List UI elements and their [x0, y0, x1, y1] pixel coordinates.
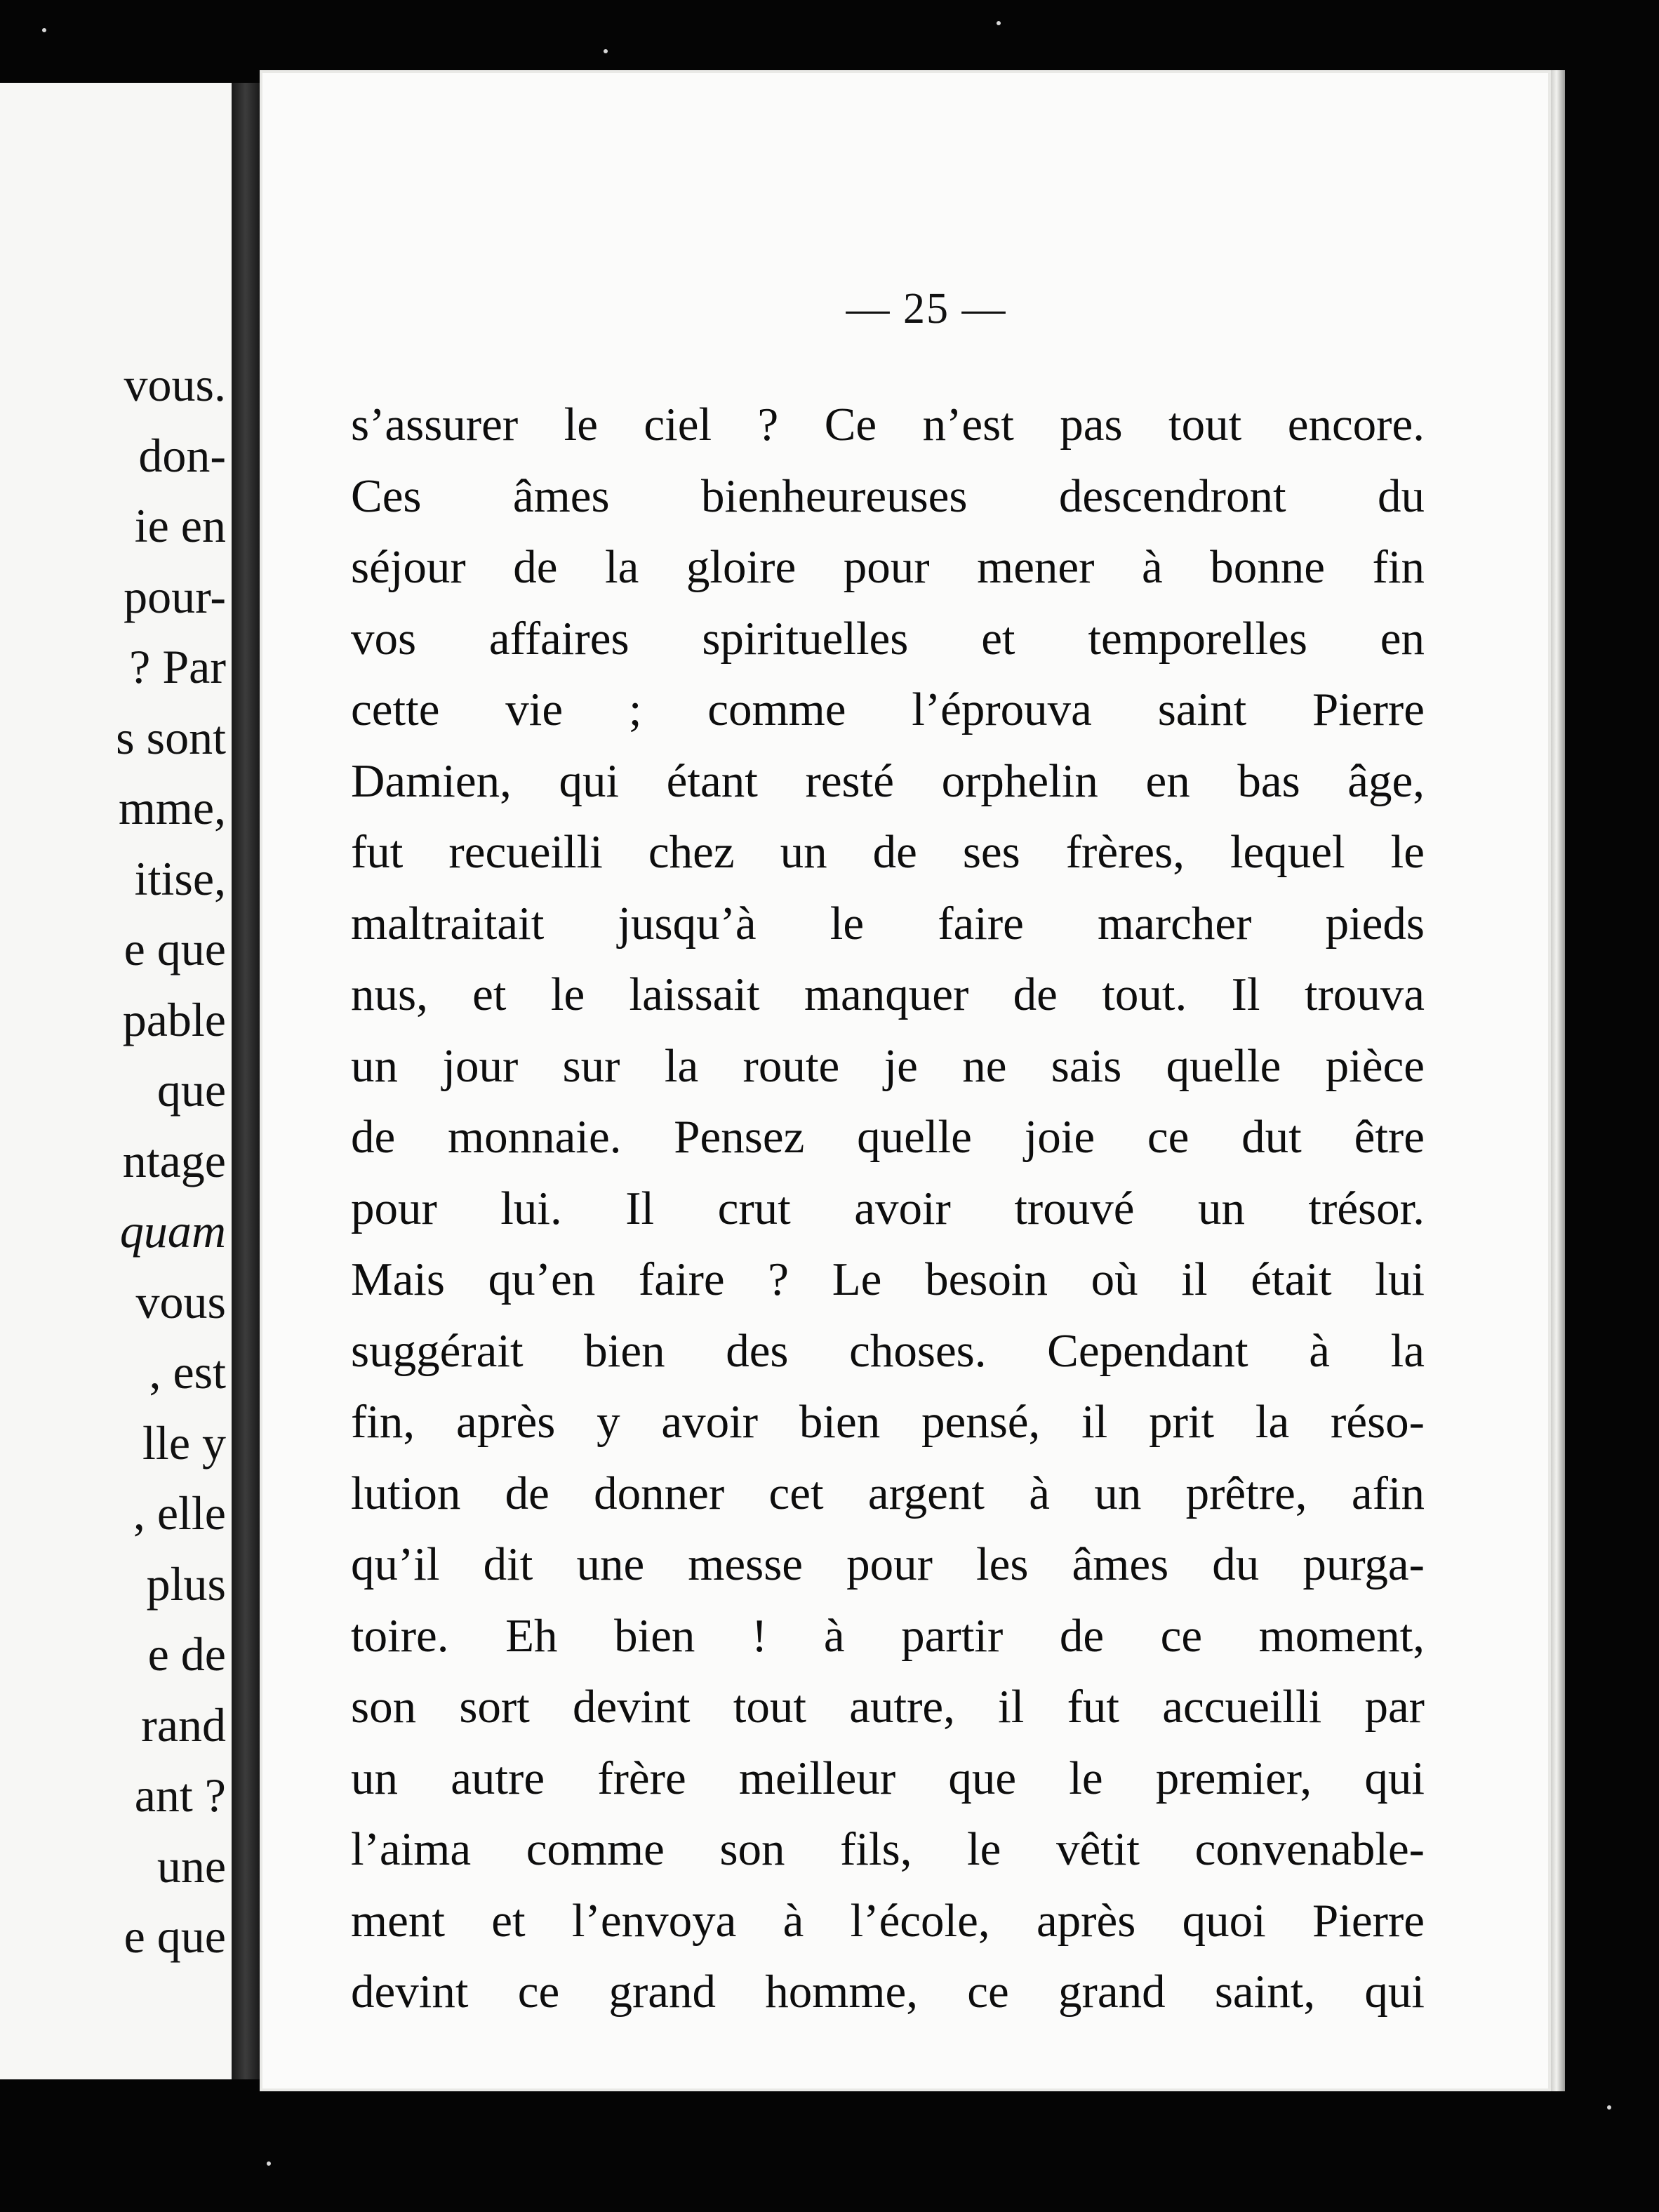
left-page-text — [116, 349, 226, 1972]
left-page-line: plus — [146, 1557, 226, 1611]
left-page-line: pable — [122, 992, 226, 1046]
left-page-line: rand — [141, 1698, 226, 1752]
left-page-line: ant ? — [134, 1768, 226, 1822]
text-line: fin, après y avoir bien pensé, il prit la réso- — [351, 1396, 1425, 1448]
text-line: son sort devint tout autre, il fut accueilli par — [351, 1681, 1425, 1733]
scan-speck — [1607, 2105, 1611, 2110]
page-number: — 25 — — [846, 285, 1007, 333]
left-page-line: itise, — [134, 851, 226, 905]
left-page-line: e que — [124, 922, 226, 975]
left-page-line: une — [156, 1839, 226, 1893]
left-page-line: e de — [147, 1627, 226, 1681]
text-line: un autre frère meilleur que le premier, qui — [351, 1752, 1425, 1804]
left-page-line: ntage — [122, 1133, 226, 1187]
text-line: qu’il dit une messe pour les âmes du purga- — [351, 1538, 1425, 1590]
scan-speck — [42, 28, 46, 32]
text-line: vos affaires spirituelles et temporelles en — [351, 612, 1425, 665]
text-line: fut recueilli chez un de ses frères, lequel le — [351, 826, 1425, 878]
text-line: Mais qu’en faire ? Le besoin où il était lui — [351, 1253, 1425, 1305]
text-line: l’aima comme son fils, le vêtit convenable- — [351, 1823, 1425, 1875]
text-line: s’assurer le ciel ? Ce n’est pas tout encore. — [351, 399, 1425, 451]
left-page-line: s sont — [116, 710, 226, 764]
left-page-line: lle y — [142, 1415, 226, 1470]
text-line: Ces âmes bienheureuses descendront du — [351, 469, 1425, 522]
scan-speck — [604, 49, 608, 53]
left-page-line: don- — [138, 428, 226, 482]
text-line: Damien, qui étant resté orphelin en bas âge, — [351, 754, 1425, 807]
text-line: devint ce grand homme, ce grand saint, qui — [351, 1966, 1425, 2018]
text-line: cette vie ; comme l’éprouva saint Pierre — [351, 684, 1425, 735]
text-line: un jour sur la route je ne sais quelle pièce — [351, 1039, 1425, 1092]
text-line: de monnaie. Pensez quelle joie ce dut être — [351, 1111, 1425, 1163]
scan-speck — [997, 21, 1001, 25]
right-page — [260, 70, 1551, 2091]
book-gutter — [232, 83, 260, 2079]
body-text — [351, 389, 1425, 2028]
left-page-line: e que — [124, 1910, 226, 1963]
left-page — [0, 83, 232, 2079]
left-page-line: vous. — [124, 358, 226, 411]
scan-speck — [267, 2161, 271, 2166]
left-page-line: que — [156, 1063, 226, 1117]
text-line: toire. Eh bien ! à partir de ce moment, — [351, 1609, 1425, 1662]
text-line: lution de donner cet argent à un prêtre, afin — [351, 1467, 1425, 1519]
page-edge — [1551, 70, 1565, 2091]
left-page-line: , est — [149, 1345, 226, 1399]
left-page-line: quam — [119, 1204, 226, 1258]
text-line: maltraitait jusqu’à le faire marcher pieds — [351, 897, 1425, 950]
text-line: nus, et le laissait manquer de tout. Il trouva — [351, 968, 1425, 1020]
text-line: ment et l’envoya à l’école, après quoi Pierre — [351, 1894, 1425, 1947]
left-page-line: vous — [135, 1274, 226, 1328]
left-page-line: ? Par — [129, 640, 226, 693]
left-page-line: pour- — [124, 569, 226, 623]
text-line: séjour de la gloire pour mener à bonne fin — [351, 541, 1425, 593]
left-page-line: ie en — [134, 499, 226, 552]
left-page-line: , elle — [133, 1486, 226, 1540]
text-line: pour lui. Il crut avoir trouvé un trésor. — [351, 1182, 1425, 1234]
text-line: suggérait bien des choses. Cependant à la — [351, 1324, 1425, 1377]
left-page-line: mme, — [119, 781, 226, 834]
